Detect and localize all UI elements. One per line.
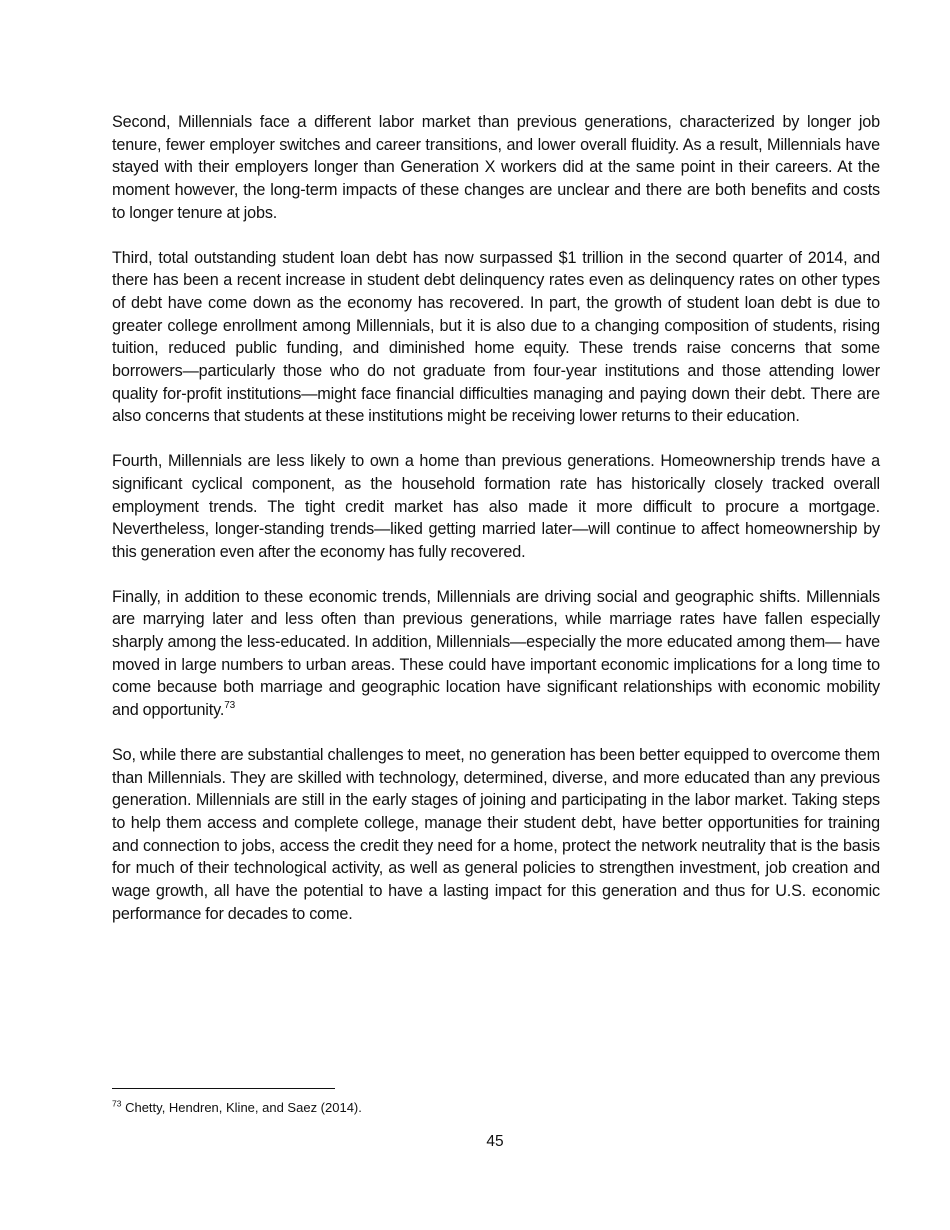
- paragraph-conclusion: So, while there are substantial challenges to meet, no generation has been better equipped to overcome them than Millennials. They are skilled with technology, determined, diverse, and more educated than any previous generation. Millennials are still in the early stages of joining and participating in the labor market. Taking steps to help them access and complete college, manage their student debt, have better opportunities for training and connection to jobs, access the credit they need for a home, protect the network neutrality that is the basis for much of their technological activity, as well as general policies to strengthen investment, job creation and wage growth, all have the potential to have a lasting impact for this generation and thus for U.S. economic performance for decades to come.: [112, 745, 880, 923]
- footnote-text: Chetty, Hendren, Kline, and Saez (2014).: [121, 1100, 362, 1115]
- page-number: 45: [486, 1133, 504, 1150]
- paragraph-student-debt: Third, total outstanding student loan debt has now surpassed $1 trillion in the second quarter of 2014, and there has been a recent increase in student debt delinquency rates even as delinquency rates on other types of debt have come down as the economy has recovered. In part, the growth of student loan debt is due to greater college enrollment among Millennials, but it is also due to a changing composition of students, rising tuition, reduced public funding, and diminished home equity. These trends raise concerns that some borrowers—particularly those who do not graduate from four-year institutions and those attending lower quality for-profit institutions—might face financial difficulties managing and paying down their debt. There are also concerns that students at these institutions might be receiving lower returns to their education.: [112, 248, 880, 426]
- paragraph-labor-market: Second, Millennials face a different labor market than previous generations, characterized by longer job tenure, fewer employer switches and career transitions, and lower overall fluidity. As a result, Millennials have stayed with their employers longer than Generation X workers did at the same point in their careers. At the moment however, the long-term impacts of these changes are unclear and there are both benefits and costs to longer tenure at jobs.: [112, 113, 880, 222]
- footnote-reference[interactable]: 73: [224, 699, 236, 711]
- paragraph-social-shifts: [112, 586, 880, 722]
- paragraph-homeownership: Fourth, Millennials are less likely to own a home than previous generations. Homeownership trends have a significant cyclical component, as the household formation rate has historically closely tracked overall employment trends. The tight credit market has also made it more difficult to procure a mortgage. Nevertheless, longer-standing trends—liked getting married later—will continue to affect homeownership by this generation even after the economy has fully recovered.: [112, 452, 880, 561]
- footnote: [112, 1099, 362, 1116]
- body-text: [112, 111, 880, 948]
- paragraph-social-shifts-text: Finally, in addition to these economic trends, Millennials are driving social and geographic shifts. Millennials are marrying later and less often than previous generations, while marriage rates have fallen especially sharply among the less-educated. In addition, Millennials—especially the more educated among them— have moved in large numbers to urban areas. These could have important economic implications for a long time to come because both marriage and geographic location have significant relationships with economic mobility and opportunity.: [112, 587, 880, 720]
- footnote-divider: [112, 1088, 335, 1089]
- footnote-number: 73: [112, 1098, 122, 1109]
